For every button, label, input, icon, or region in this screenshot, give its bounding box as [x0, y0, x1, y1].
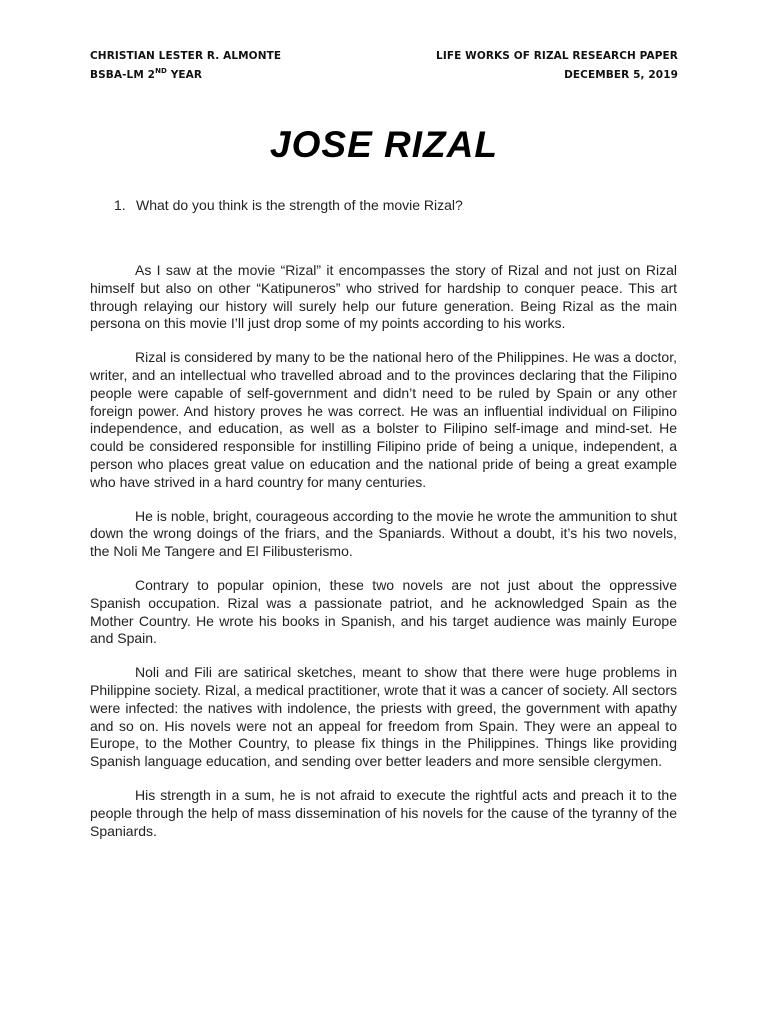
paragraph: Rizal is considered by many to be the national hero of the Philippines. He was a doctor, writer, and an intellectual who travelled abroad and to the provinces declaring that the Filipino people were capable of self-government and didn’t need to be ruled by Spain or any other foreign power. And history proves he was correct. He was an influential individual on Filipino independence, and education, as well as a bolster to Filipino self-image and mind-set. He could be considered responsible for instilling Filipino pride of being a unique, independent, a person who places great value on education and the national pride of being a great example who have strived in a hard country for many centuries. — [90, 349, 677, 490]
paragraph: He is noble, bright, courageous according to the movie he wrote the ammunition to shut down the wrong doings of the friars, and the Spaniards. Without a doubt, it’s his two novels, the Noli Me Tangere and El Filibusterismo. — [90, 507, 677, 560]
document-title: JOSE RIZAL — [270, 124, 498, 165]
question-item — [114, 197, 463, 213]
paragraph: Contrary to popular opinion, these two novels are not just about the oppressive Spanish occupation. Rizal was a passionate patriot, and he acknowledged Spain as the Mother Country. He wrote his books in Spanish, and his target audience was mainly Europe and Spain. — [90, 576, 677, 647]
header-right — [436, 47, 678, 85]
course-suffix: YEAR — [166, 69, 203, 81]
course-ordinal: ND — [155, 67, 167, 75]
header-left — [90, 47, 281, 85]
paragraph: Noli and Fili are satirical sketches, meant to show that there were huge problems in Philippine society. Rizal, a medical practitioner, wrote that it was a cancer of society. All sectors were infected: the natives with indolence, the priests with greed, the government with apathy and so on. His novels were not an appeal for freedom from Spain. They were an appeal to Europe, to the Mother Country, to please fix things in the Philippines. Things like providing Spanish language education, and sending over better leaders and more sensible clergymen. — [90, 664, 677, 770]
author-name: CHRISTIAN LESTER R. ALMONTE — [90, 50, 282, 62]
paper-date: DECEMBER 5, 2019 — [564, 69, 678, 81]
question-text: What do you think is the strength of the movie Rizal? — [136, 197, 463, 213]
body-text — [90, 262, 677, 856]
question-number: 1. — [114, 197, 126, 213]
course-prefix: BSBA-LM 2 — [90, 69, 156, 81]
paragraph: His strength in a sum, he is not afraid to execute the rightful acts and preach it to the people through the help of mass dissemination of his novels for the cause of the tyranny of the Spaniards. — [90, 786, 677, 839]
paper-title: LIFE WORKS OF RIZAL RESEARCH PAPER — [436, 50, 678, 62]
paragraph: As I saw at the movie “Rizal” it encompasses the story of Rizal and not just on Rizal himself but also on other “Katipuneros” who strived for hardship to conquer peace. This art through relaying our history will surely help our future generation. Being Rizal as the main persona on this movie I’ll just drop some of my points according to his works. — [90, 262, 677, 332]
course-year — [90, 66, 281, 85]
